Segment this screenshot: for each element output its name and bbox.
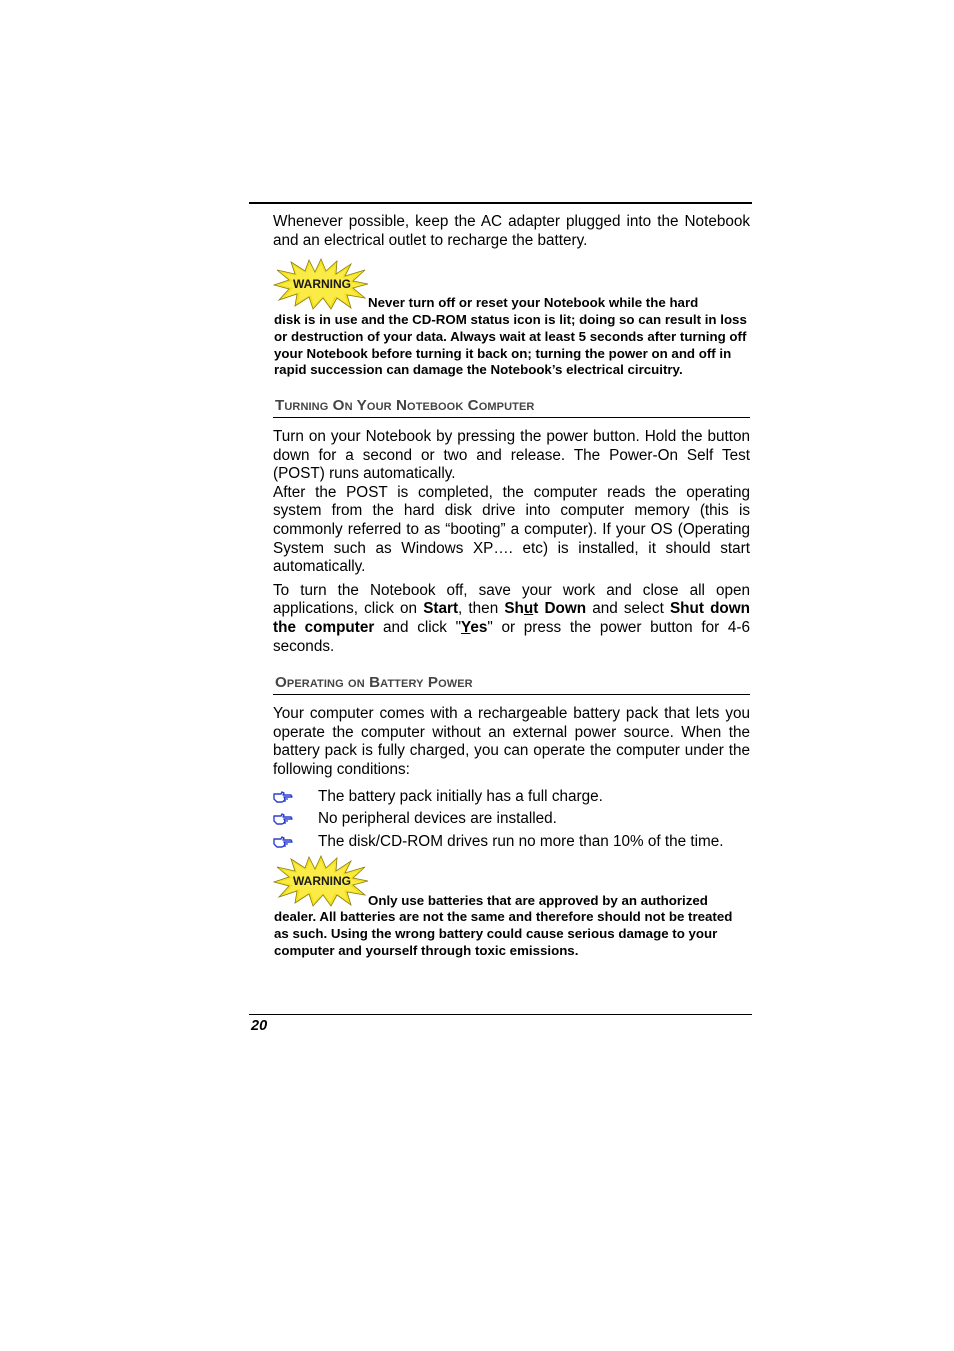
section-body-turning-on — [273, 428, 750, 656]
page-number: 20 — [251, 1018, 268, 1034]
shut-down-computer-label: Shut down the computer — [273, 600, 751, 636]
pointing-hand-icon — [273, 812, 293, 826]
start-menu-label: Start — [423, 600, 459, 618]
footer-rule — [249, 1014, 752, 1015]
pointing-hand-icon — [273, 835, 293, 849]
section-heading-turning-on: Turning On Your Notebook Computer — [273, 397, 750, 418]
list-item: The disk/CD-ROM drives run no more than 10% of the time. — [273, 833, 750, 852]
warning-text: dealer. All batteries are not the same and therefore should not be treated as such. Using the wrong battery could cause serious damage to your computer and yourself through toxic emissions. — [274, 909, 733, 958]
warning-icon — [273, 855, 369, 907]
list-item: No peripheral devices are installed. — [273, 810, 750, 829]
warning-block-battery — [273, 855, 750, 959]
warning-text: disk is in use and the CD-ROM status icon is lit; doing so can result in loss or destruction of your data. Always wait at least 5 seconds after turning off your Notebook before turning it back on; turning the power on and off in rapid succession can damage the Notebook’s electrical circuitry. — [274, 312, 747, 378]
intro-paragraph: Whenever possible, keep the AC adapter plugged into the Notebook and an electrical outlet to recharge the battery. — [273, 213, 750, 249]
warning-icon — [273, 258, 369, 310]
yes-label: Yes — [461, 618, 488, 636]
page-content — [273, 213, 750, 959]
section-heading-battery-power: Operating on Battery Power — [273, 674, 750, 695]
warning-text-first-line: Only use batteries that are approved by an authorized — [368, 892, 708, 908]
shut-down-label: Shut Down — [504, 600, 587, 618]
paragraph-post: After the POST is completed, the computer reads the operating system from the hard disk drive into computer memory (this is commonly referred to as “booting” a computer). If your OS (Operating System such as Windows XP…. etc) is installed, it should start automatically. — [273, 483, 750, 576]
header-rule — [249, 202, 752, 204]
conditions-list — [273, 788, 750, 852]
list-item: The battery pack initially has a full charge. — [273, 788, 750, 807]
svg-text:WARNING: WARNING — [293, 874, 351, 889]
svg-text:WARNING: WARNING — [293, 277, 351, 292]
warning-text-first-line: Never turn off or reset your Notebook while the hard — [368, 295, 699, 311]
paragraph-battery-intro: Your computer comes with a rechargeable battery pack that lets you operate the computer without an external power source. When the battery pack is fully charged, you can operate the computer under the following conditions: — [273, 705, 750, 778]
section-body-battery-power — [273, 705, 750, 851]
warning-block-power — [273, 258, 750, 379]
pointing-hand-icon — [273, 790, 293, 804]
paragraph-shutdown: To turn the Notebook off, save your work and close all open applications, click on Start, then Shut Down and select Shut down the computer and click "Yes" or press the power button for 4-6 seconds. — [273, 581, 751, 655]
paragraph-power-button: Turn on your Notebook by pressing the power button. Hold the button down for a second or two and release. The Power-On Self Test (POST) runs automatically. — [273, 428, 750, 483]
